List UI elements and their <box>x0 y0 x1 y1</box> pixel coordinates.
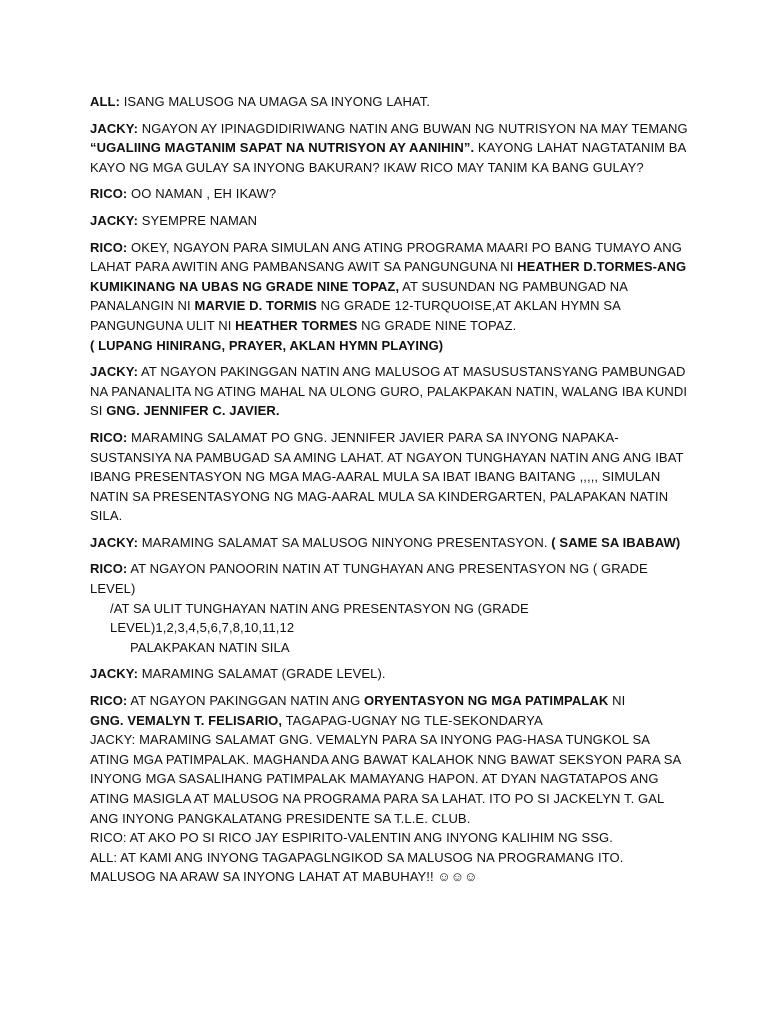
speaker-label: RICO: <box>90 693 128 709</box>
speaker-label: RICO: <box>90 239 128 255</box>
paragraph-jacky-thanks <box>90 533 690 553</box>
dialogue-text: NGAYON AY IPINAGDIDIRIWANG NATIN ANG BUWAN NG NUTRISYON NA MAY TEMANG <box>138 120 688 136</box>
dialogue-text: SYEMPRE NAMAN <box>138 212 258 228</box>
speaker-label: JACKY: <box>90 120 139 136</box>
dialogue-text-indented: PALAKPAKAN NATIN SILA <box>130 639 290 655</box>
dialogue-text: TAGAPAG-UGNAY NG TLE-SEKONDARYA <box>282 712 543 728</box>
speaker-label: RICO: <box>90 429 128 445</box>
coordinator-name: GNG. VEMALYN T. FELISARIO, <box>90 712 283 728</box>
dialogue-line-jacky-closing: JACKY: MARAMING SALAMAT GNG. VEMALYN PARA SA INYONG PAG-HASA TUNGKOL SA ATING MGA PATIMPALAK. MAGHANDA ANG BAWAT KALAHOK NNG BAWAT SEKSYON PARA SA INYONG MGA SASALIHANG PATIMPALAK MAMAYANG HAPON. AT DYAN NAGTATAPOS ANG ATING MASIGLA AT MALUSOG NA PROGRAMA PARA SA LAHAT. ITO PO SI JACKELYN T. GAL ANG INYONG PANGKALATANG PRESIDENTE SA T.L.E. CLUB. <box>90 732 681 826</box>
dialogue-text-indented: /AT SA ULIT TUNGHAYAN NATIN ANG PRESENTASYON NG (GRADE LEVEL)1,2,3,4,5,6,7,8,10,11,12 <box>110 600 529 636</box>
paragraph-rico-presentations <box>90 428 690 526</box>
principal-name: GNG. JENNIFER C. JAVIER. <box>106 403 280 419</box>
paragraph-rico-reply <box>90 184 690 204</box>
script-body <box>90 92 690 887</box>
dialogue-text: AT NGAYON PAKINGGAN NATIN ANG MALUSOG AT MASUSUSTANSYANG PAMBUNGAD NA PANANALITA NG ATING MAHAL NA ULONG GURO, PALAKPAKAN NATIN, WALANG IBA KUNDI SI <box>90 364 688 419</box>
theme-quote: “UGALIING MAGTANIM SAPAT NA NUTRISYON AY AANIHIN”. <box>90 140 475 156</box>
speaker-label: JACKY: <box>90 364 139 380</box>
dialogue-text: AT SUSUNDAN NG PAMBUNGAD NA PANALANGIN NI <box>90 278 628 314</box>
dialogue-text: MARAMING SALAMAT PO GNG. JENNIFER JAVIER PARA SA INYONG NAPAKA-SUSTANSIYA NA PAMBUGAD SA AMING LAHAT. AT NGAYON TUNGHAYAN NATIN ANG ANG IBAT IBANG PRESENTASYON NG MGA MAG-AARAL MULA SA IBAT IBANG BAITANG ,,,,, SIMULAN NATIN SA PRESENTASYONG NG MAG-AARAL MULA SA KINDERGARTEN, PALAPAKAN NATIN SILA. <box>90 429 684 524</box>
paragraph-all-greeting <box>90 92 690 112</box>
dialogue-text: NI <box>608 693 626 709</box>
performer-name: HEATHER TORMES <box>235 317 358 333</box>
dialogue-line-all-closing: ALL: AT KAMI ANG INYONG TAGAPAGLNGIKOD SA MALUSOG NA PROGRAMANG ITO. MALUSOG NA ARAW SA INYONG LAHAT AT MABUHAY!! ☺☺☺ <box>90 849 624 885</box>
speaker-label: JACKY: <box>90 666 139 682</box>
paragraph-rico-grade-levels <box>90 559 690 657</box>
dialogue-text: MARAMING SALAMAT (GRADE LEVEL). <box>138 666 386 682</box>
dialogue-text: AT NGAYON PAKINGGAN NATIN ANG <box>127 693 365 709</box>
dialogue-text: MARAMING SALAMAT SA MALUSOG NINYONG PRESENTASYON. <box>138 534 552 550</box>
dialogue-text: AT NGAYON PANOORIN NATIN AT TUNGHAYAN ANG PRESENTASYON NG ( GRADE LEVEL) <box>90 561 648 597</box>
dialogue-text: NG GRADE NINE TOPAZ. <box>357 317 517 333</box>
paragraph-jacky-theme <box>90 119 690 178</box>
stage-direction: ( LUPANG HINIRANG, PRAYER, AKLAN HYMN PLAYING) <box>90 337 444 353</box>
speaker-label: JACKY: <box>90 212 139 228</box>
paragraph-rico-program-start <box>90 238 690 356</box>
speaker-label: ALL: <box>90 94 120 109</box>
orientation-title: ORYENTASYON NG MGA PATIMPALAK <box>364 693 609 709</box>
paragraph-jacky-grade-thanks <box>90 664 690 684</box>
speaker-label: RICO: <box>90 186 128 202</box>
dialogue-text: OKEY, NGAYON PARA SIMULAN ANG ATING PROGRAMA MAARI PO BANG TUMAYO ANG LAHAT PARA AWITIN ANG PAMBANSANG AWIT SA PANGUNGUNA NI <box>90 239 682 275</box>
dialogue-text: OO NAMAN , EH IKAW? <box>127 186 277 202</box>
paragraph-jacky-reply <box>90 211 690 231</box>
performer-name: HEATHER D.TORMES-ANG KUMIKINANG NA UBAS NG GRADE NINE TOPAZ, <box>90 259 687 294</box>
dialogue-text: KAYONG LAHAT NAGTATANIM BA KAYO NG MGA GULAY SA INYONG BAKURAN? IKAW RICO MAY TANIM KA BANG GULAY? <box>90 140 686 175</box>
paragraph-closing-block <box>90 691 690 887</box>
performer-name: MARVIE D. TORMIS <box>194 298 317 314</box>
stage-direction: ( SAME SA IBABAW) <box>551 534 681 550</box>
paragraph-jacky-principal-intro <box>90 362 690 421</box>
speaker-label: RICO: <box>90 561 128 577</box>
dialogue-text: NG GRADE 12-TURQUOISE,AT AKLAN HYMN SA PANGUNGUNA ULIT NI <box>90 298 621 333</box>
dialogue-line-rico-closing: RICO: AT AKO PO SI RICO JAY ESPIRITO-VALENTIN ANG INYONG KALIHIM NG SSG. <box>90 830 613 846</box>
speaker-label: JACKY: <box>90 534 139 550</box>
dialogue-text: ISANG MALUSOG NA UMAGA SA INYONG LAHAT. <box>120 94 431 109</box>
